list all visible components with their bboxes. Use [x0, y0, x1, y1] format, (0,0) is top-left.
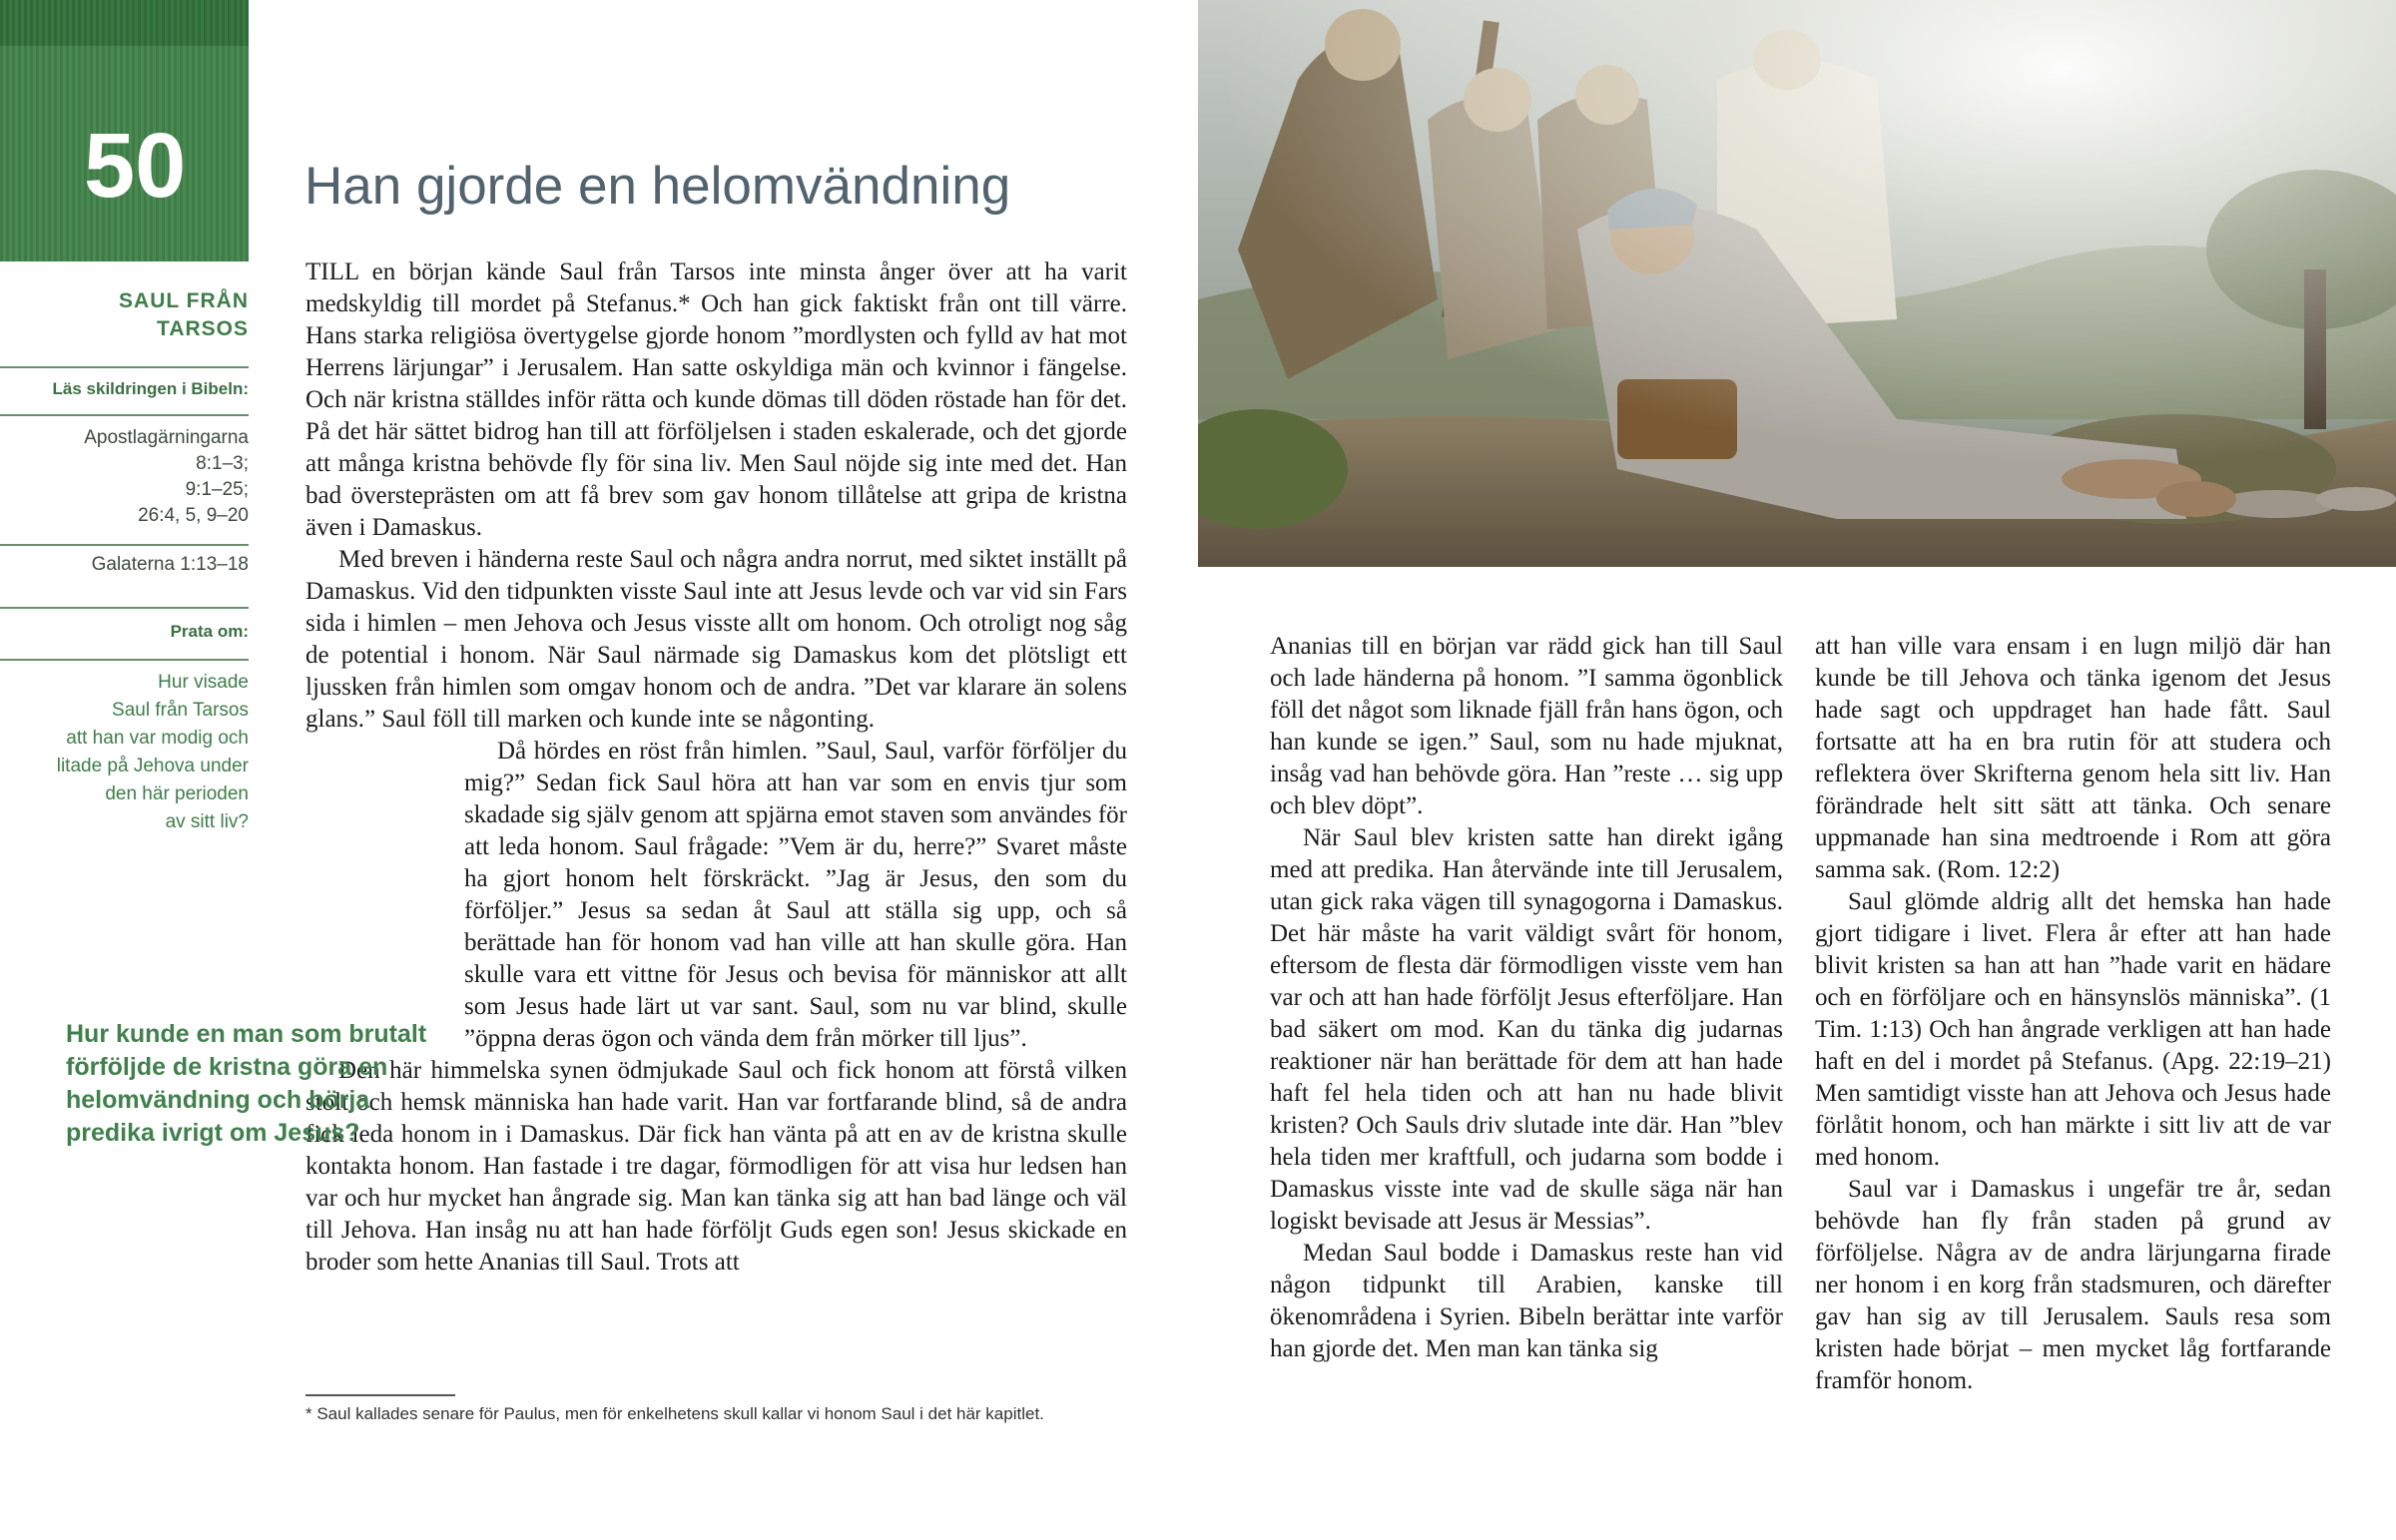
- divider: [0, 414, 249, 416]
- question-line: Saul från Tarsos: [112, 700, 249, 721]
- paragraph: När Saul blev kristen satte han direkt igång med att predika. Han återvände inte till Jerusalem, utan gick raka vägen till synagogorna i Damaskus. Det här måste ha varit väldigt svårt för honom, eftersom de flesta där förmodligen visste vem han var och att han hade förföljt Jesus efterföljare. Han bad säkert om mod. Kan du tänka dig judarnas reaktioner när han berättade för dem att han hade haft fel hela tiden och att han nu hade blivit kristen? Och Sauls driv slutade inte där. Han ”blev hela tiden mer kraftfull, och judarna som bodde i Damaskus visste inte vad de skulle säga när han logiskt bevisade att Jesus är Messias”.: [1270, 824, 1783, 1235]
- scripture-reference: 9:1–25;: [185, 479, 249, 500]
- pull-quote: Hur kunde en man som brutalt förföljde de kristna göra en helomvändning och börja predika ivrigt om Jesus?: [66, 1020, 427, 1147]
- illustration-saul-blinded-by-light: [1198, 0, 2396, 567]
- divider: [0, 366, 249, 368]
- read-heading: Läs skildringen i Bibeln:: [52, 379, 249, 398]
- scripture-reference-galatians: Galaterna 1:13–18: [91, 554, 249, 575]
- chapter-number: 50: [84, 115, 187, 217]
- person-name-line: SAUL FRÅN: [119, 289, 249, 312]
- body-column-2: [1270, 631, 1783, 1365]
- footnote: * Saul kallades senare för Paulus, men för enkelhetens skull kallar vi honom Saul i det här kapitlet.: [305, 1404, 1044, 1423]
- page-title: Han gjorde en helomvändning: [304, 157, 1011, 216]
- talk-heading: Prata om:: [170, 622, 249, 641]
- chapter-number-block: [0, 0, 249, 261]
- paragraph: Den här himmelska synen ödmjukade Saul och fick honom att förstå vilken stolt och hemsk människa han hade varit. Han var fortfarande blind, så de andra fick leda honom in i Damaskus. Där fick han vänta på att en av de kristna skulle kontakta honom. Han fastade i tre dagar, förmodligen för att visa hur ledsen han var och hur mycket han ångrade sig. Man kan tänka sig att han bad länge och väl till Jehova. Han insåg nu att han hade förföljt Guds egen son! Jesus skickade en broder som hette Ananias till Saul. Trots att: [305, 1057, 1127, 1276]
- divider: [0, 659, 249, 661]
- discussion-question: [0, 669, 249, 836]
- scripture-reference: 26:4, 5, 9–20: [138, 505, 249, 526]
- paragraph: Medan Saul bodde i Damaskus reste han vid någon tidpunkt till Arabien, kanske till ökenområdena i Syrien. Bibeln berättar inte varför han gjorde det. Men man kan tänka sig: [1270, 1240, 1783, 1362]
- question-line: Hur visade: [158, 672, 249, 693]
- scripture-reference: 8:1–3;: [196, 453, 249, 474]
- scripture-references: [0, 425, 249, 529]
- pull-quote-space: [305, 740, 464, 1055]
- scripture-reference: Apostlagärningarna: [84, 427, 249, 448]
- divider: [0, 607, 249, 609]
- paragraph: TILL en början kände Saul från Tarsos inte minsta ånger över att ha varit medskyldig till mordet på Stefanus.* Och han gick faktiskt från ont till värre. Hans starka religiösa övertygelse gjorde honom ”mordlysten och fylld av hat mot Herrens lärjungar” i Jerusalem. Han satte oskyldiga män och kvinnor i fängelse. Och när kristna ställdes inför rätta och kunde dömas till döden röstade han för det. På det här sättet bidrog han till att förföljelsen i staden eskalerade, och det gjorde att många kristna behövde fly för sina liv. Men Saul nöjde sig inte med det. Han bad översteprästen om att få brev som gav honom tillåtelse att gripa de kristna även i Damaskus.: [305, 258, 1127, 541]
- paragraph: Då hördes en röst från himlen. ”Saul, Saul, varför förföljer du mig?” Sedan fick Saul höra att han var som en envis tjur som skadade sig själv genom att spjärna emot staven som användes för att leda honom. Saul frågade: ”Vem är du, herre?” Svaret måste ha gjort honom helt förskräckt. ”Jag är Jesus, den som du förföljer.” Jesus sa sedan åt Saul att ställa sig upp, och så berättade han för honom vad han ville att han skulle göra. Han skulle vara ett vittne för Jesus och bevisa för människor att allt som Jesus hade lärt ut var sant. Saul, som nu var blind, skulle ”öppna deras ögon och vända dem från mörker till ljus”.: [464, 738, 1127, 1052]
- question-line: att han var modig och: [66, 728, 249, 749]
- question-line: av sitt liv?: [165, 811, 249, 832]
- paragraph: att han ville vara ensam i en lugn miljö där han kunde be till Jehova och tänka igenom det Jesus hade sagt och uppdraget han hade fått. Saul fortsatte att ha en bra rutin för att studera och reflektera över Skrifterna genom hela sitt liv. Han förändrade helt sitt sätt att tänka. Och senare uppmanade han sina medtroende i Rom att göra samma sak. (Rom. 12:2): [1815, 633, 2331, 883]
- person-name-line: TARSOS: [157, 317, 249, 340]
- question-line: litade på Jehova under: [56, 756, 249, 776]
- paragraph: Saul var i Damaskus i ungefär tre år, sedan behövde han fly från staden på grund av förföljelse. Några av de andra lärjungarna firade ner honom i en korg från stadsmuren, och därefter gav han sig av till Jerusalem. Sauls resa som kristen hade börjat – men mycket låg fortfarande framför honom.: [1815, 1176, 2331, 1394]
- body-column-3: [1815, 631, 2331, 1397]
- question-line: den här perioden: [105, 783, 249, 804]
- paragraph: Ananias till en början var rädd gick han till Saul och lade händerna på honom. ”I samma ögonblick föll det något som liknade fjäll från hans ögon, och han kunde se igen.” Saul, som nu hade mjuknat, insåg vad han behövde göra. Han ”reste … sig upp och blev döpt”.: [1270, 633, 1783, 819]
- paragraph: Med breven i händerna reste Saul och några andra norrut, med siktet inställt på Damaskus. Vid den tidpunkten visste Saul inte att Jesus levde och var vid sin Fars sida i himlen – men Jehova och Jesus visste allt om honom. Och otroligt nog såg de potential i honom. När Saul närmade sig Damaskus kom det plötsligt ett ljussken från himlen som omgav honom och de andra. ”Det var klarare än solens glans.” Saul föll till marken och kunde inte se någonting.: [305, 546, 1127, 733]
- footnote-divider: [305, 1394, 455, 1396]
- paragraph: Saul glömde aldrig allt det hemska han hade gjort tidigare i livet. Flera år efter att han hade blivit kristen sa han att han ”hade varit en hädare och en förföljare och en hänsynslös människa”. (1 Tim. 1:13) Och han ångrade verkligen att han hade haft en del i mordet på Stefanus. (Apg. 22:19–21) Men samtidigt visste han att Jehova och Jesus hade förlåtit honom, och han märkte i sitt liv att de var med honom.: [1815, 888, 2331, 1171]
- divider: [0, 544, 249, 546]
- person-name: [0, 287, 249, 343]
